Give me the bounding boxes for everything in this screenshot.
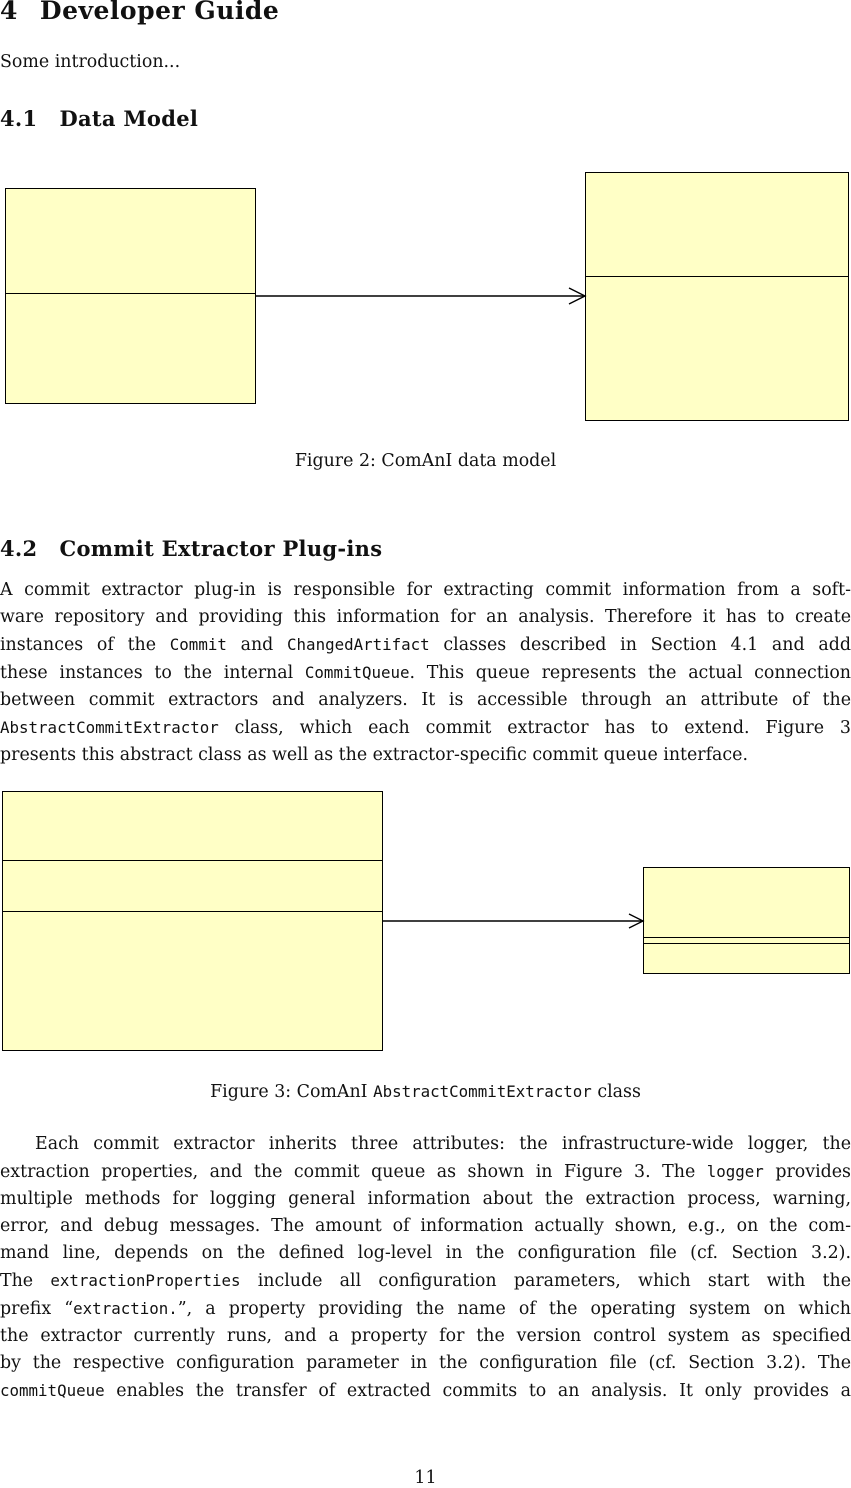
uml-class-abstract-commit-extractor	[2, 791, 383, 1051]
text-line: error, and debug messages. The amount of information actually shown, e.g., on the com-	[0, 1216, 851, 1236]
section-title: Developer Guide	[39, 0, 280, 25]
inline-code: AbstractCommitExtractor	[0, 718, 219, 737]
subsection-number: 4.2	[0, 536, 38, 561]
inline-code: logger	[706, 1162, 764, 1181]
inline-code: extractionProperties	[50, 1271, 241, 1290]
text-line: ware repository and providing this information for an analysis. Therefore it has to create	[0, 607, 851, 627]
text-line: by the respective configuration parameter in the configuration file (cf. Section 3.2). The	[0, 1353, 851, 1373]
subsection-heading-data-model	[0, 106, 198, 131]
uml-divider	[586, 276, 848, 277]
caption-suffix: class	[591, 1082, 641, 1102]
figure-3-caption	[0, 1082, 851, 1102]
text-line: multiple methods for logging general information about the extraction process, warning,	[0, 1189, 851, 1209]
text-line: instances of the Commit and ChangedArtifact classes described in Section 4.1 and add	[0, 635, 851, 655]
text-line: these instances to the internal CommitQueue. This queue represents the actual connection	[0, 663, 851, 683]
text-line: mand line, depends on the defined log-level in the configuration file (cf. Section 3.2).	[0, 1243, 851, 1263]
text-line: The extractionProperties include all configuration parameters, which start with the	[0, 1271, 851, 1291]
inline-code: CommitQueue	[304, 663, 410, 682]
page-number: 11	[414, 1468, 437, 1488]
text-line: commitQueue enables the transfer of extracted commits to an analysis. It only provides a	[0, 1381, 851, 1401]
subsection-heading-commit-extractor	[0, 536, 382, 561]
section-heading	[0, 0, 279, 25]
text-line: A commit extractor plug-in is responsible for extracting commit information from a soft-	[0, 580, 851, 600]
uml-divider	[644, 943, 849, 944]
subsection-number: 4.1	[0, 106, 38, 131]
uml-class-commit	[5, 188, 256, 404]
uml-divider	[3, 860, 382, 861]
uml-divider	[3, 911, 382, 912]
intro-text: Some introduction...	[0, 52, 181, 72]
caption-code: AbstractCommitExtractor	[373, 1082, 592, 1101]
association-arrow	[383, 910, 646, 932]
text-line: the extractor currently runs, and a property for the version control system as specified	[0, 1326, 851, 1346]
inline-code: commitQueue	[0, 1381, 105, 1400]
subsection-title: Data Model	[59, 106, 199, 131]
association-arrow	[256, 285, 588, 307]
text-line: between commit extractors and analyzers. It is accessible through an attribute of the	[0, 690, 851, 710]
figure-2-caption: Figure 2: ComAnI data model	[294, 451, 557, 471]
paragraph-attributes	[0, 1131, 851, 1405]
text-line: AbstractCommitExtractor class, which each commit extractor has to extend. Figure 3	[0, 718, 851, 738]
text-line: extraction properties, and the commit queue as shown in Figure 3. The logger provides	[0, 1162, 851, 1182]
inline-code: extraction.	[73, 1299, 178, 1318]
uml-class-changed-artifact	[585, 172, 849, 421]
text-line: presents this abstract class as well as the extractor-specific commit queue interface.	[0, 745, 748, 765]
uml-divider	[6, 293, 255, 294]
caption-prefix: Figure 3: ComAnI	[210, 1082, 374, 1102]
uml-interface-commit-queue	[643, 867, 850, 974]
inline-code: Commit	[169, 635, 227, 654]
paragraph-commit-extractor	[0, 577, 851, 769]
inline-code: ChangedArtifact	[287, 635, 430, 654]
subsection-title: Commit Extractor Plug-ins	[59, 536, 383, 561]
uml-divider	[644, 937, 849, 938]
section-number: 4	[0, 0, 18, 25]
text-line: prefix “extraction.”, a property providing the name of the operating system on which	[0, 1299, 851, 1319]
text-line: Each commit extractor inherits three attributes: the infrastructure-wide logger, the	[35, 1134, 851, 1154]
